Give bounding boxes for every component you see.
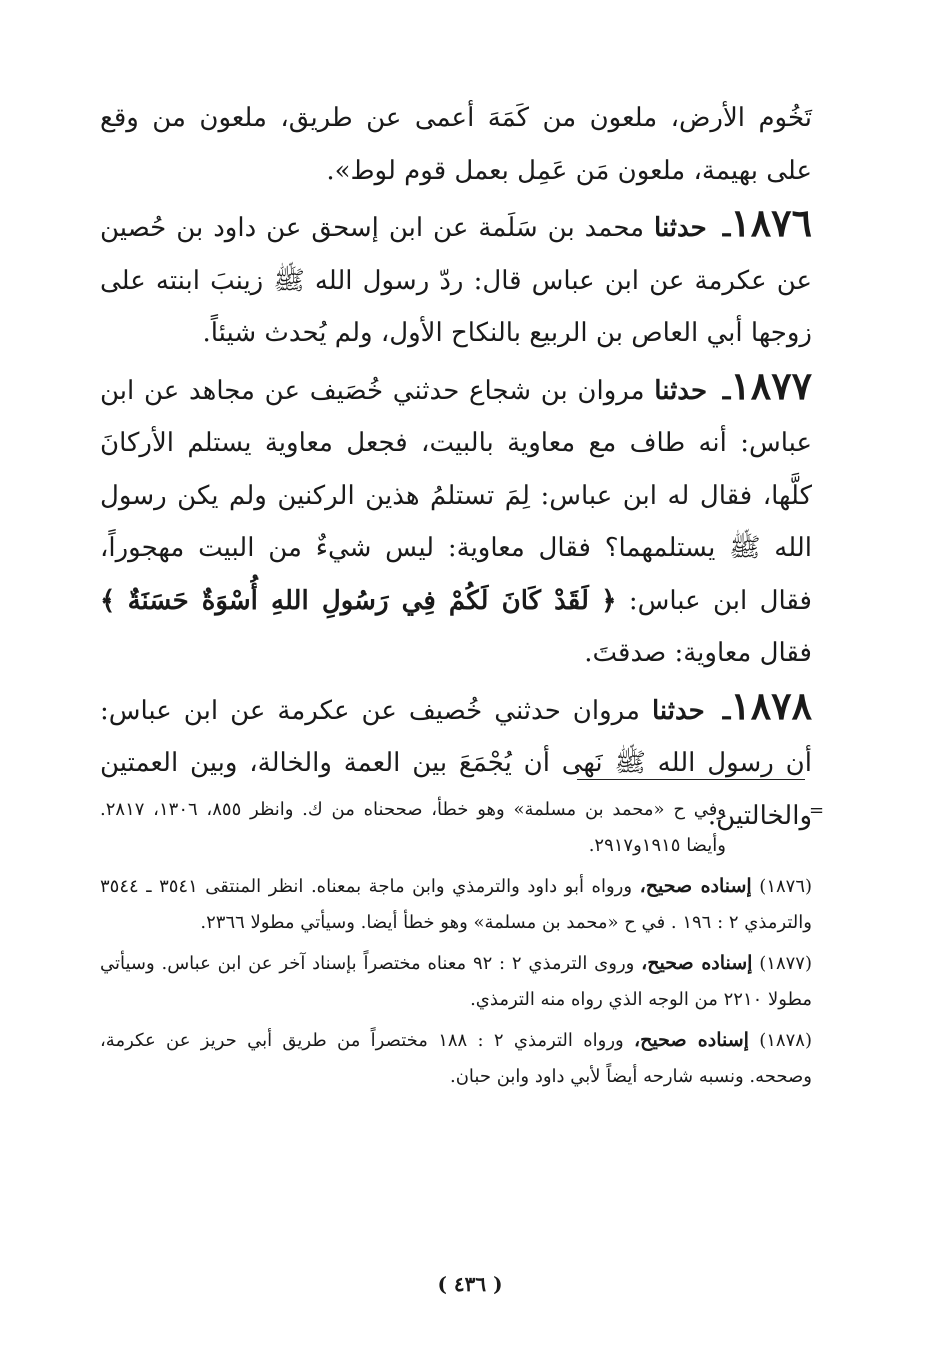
footnote-1877 <box>100 945 812 1018</box>
hadith-number: ١٨٧٦ <box>730 200 812 245</box>
hadith-number: ١٨٧٨ <box>730 682 812 728</box>
footnote-text: ورواه أبو داود والترمذي وابن ماجة بمعناه. انظر المنتقى ٣٥٤١ ـ ٣٥٤٤ والترمذي ٢ : ١٩٦ . في ح «محمد بن مسلمة» وهو خطأ أيضا. وسيأتي مطولا ٢٣٦٦. <box>100 876 812 933</box>
quran-bracket-open: ﴿ <box>601 585 617 616</box>
hadith-keyword: حدثنا <box>654 213 707 243</box>
footnote-label: (١٨٧٨) <box>759 1030 812 1051</box>
hadith-1877 <box>100 360 812 680</box>
hadith-keyword: حدثنا <box>651 695 705 726</box>
footnote-1878 <box>100 1022 812 1095</box>
hadith-text: محمد بن سَلَمة عن ابن إسحق عن داود بن حُصين عن عكرمة عن ابن عباس قال: ردّ رسول الله ﷺ زينبَ ابنته على زوجها أبي العاص بن الربيع بالنكاح الأول، ولم يُحدث شيئاً. <box>100 213 812 348</box>
footnote-divider <box>577 779 805 780</box>
footnote-text: ورواه الترمذي ٢ : ١٨٨ مختصراً من طريق أبي حريز عن عكرمة، وصححه. ونسبه شارحه أيضاً لأبي داود وابن حبان. <box>100 1030 812 1087</box>
quran-verse: لَقَدْ كَانَ لَكُمْ فِي رَسُولِ اللهِ أُسْوَةٌ حَسَنَةٌ <box>127 585 589 616</box>
page-number: ( ٤٣٦ ) <box>437 1272 503 1296</box>
hadith-number: ١٨٧٧ <box>730 362 813 408</box>
hadith-text: مروان بن شجاع حدثني خُصَيف عن مجاهد عن ابن عباس: أنه طاف مع معاوية بالبيت، فجعل معاوية يستلم الأركانَ كلَّها، فقال له ابن عباس: لِمَ تستلمُ هذين الركنين ولم يكن رسول الله ﷺ يستلمهما؟ فقال معاوية: ليس شيءٌ من البيت مهجوراً، فقال ابن عباس: <box>100 375 812 616</box>
hadith-text: مروان حدثني خُصيف عن عكرمة عن ابن عباس: أن رسول الله ﷺ نَهى أن يُجْمَعَ بين العمة والخالة، وبين العمتين والخالتين. <box>100 695 812 831</box>
paragraph-continuation: تَخُوم الأرض، ملعون من كَمَهَ أعمى عن طريق، ملعون من وقع على بهيمة، ملعون مَن عَمِل بعمل قوم لوط». <box>100 103 812 186</box>
hadith-dash: ـ <box>722 213 731 243</box>
footnote-label: (١٨٧٦) <box>759 876 813 897</box>
main-text-block <box>100 92 812 842</box>
quran-bracket-close: ﴾ <box>100 585 116 616</box>
footnote-1876 <box>100 868 812 941</box>
hadith-dash: ـ <box>722 375 731 406</box>
hadith-1876 <box>100 197 812 360</box>
footnote-keyword: إسناده صحيح، <box>641 952 753 974</box>
footnote-label: (١٨٧٧) <box>759 953 812 974</box>
footnote-text: وروى الترمذي ٢ : ٩٢ معناه مختصراً بإسناد آخر عن ابن عباس. وسيأتي مطولا ٢٢١٠ من الوجه الذي رواه منه الترمذي. <box>100 953 812 1010</box>
continuation-mark: = <box>809 800 825 821</box>
hadith-tail: فقال معاوية: صدقتَ. <box>584 638 812 668</box>
footnotes-block <box>100 792 812 1099</box>
footnote-continuation: وفي ح «محمد بن مسلمة» وهو خطأ، صححناه من ك. وانظر ٨٥٥، ١٣٠٦، ٢٨١٧. وأيضا ١٩١٥و٢٩١٧. <box>100 799 727 856</box>
footnote-keyword: إسناده صحيح، <box>634 1029 749 1051</box>
hadith-dash: ـ <box>722 695 731 726</box>
hadith-keyword: حدثنا <box>654 375 708 406</box>
footnote-keyword: إسناده صحيح، <box>639 875 752 897</box>
